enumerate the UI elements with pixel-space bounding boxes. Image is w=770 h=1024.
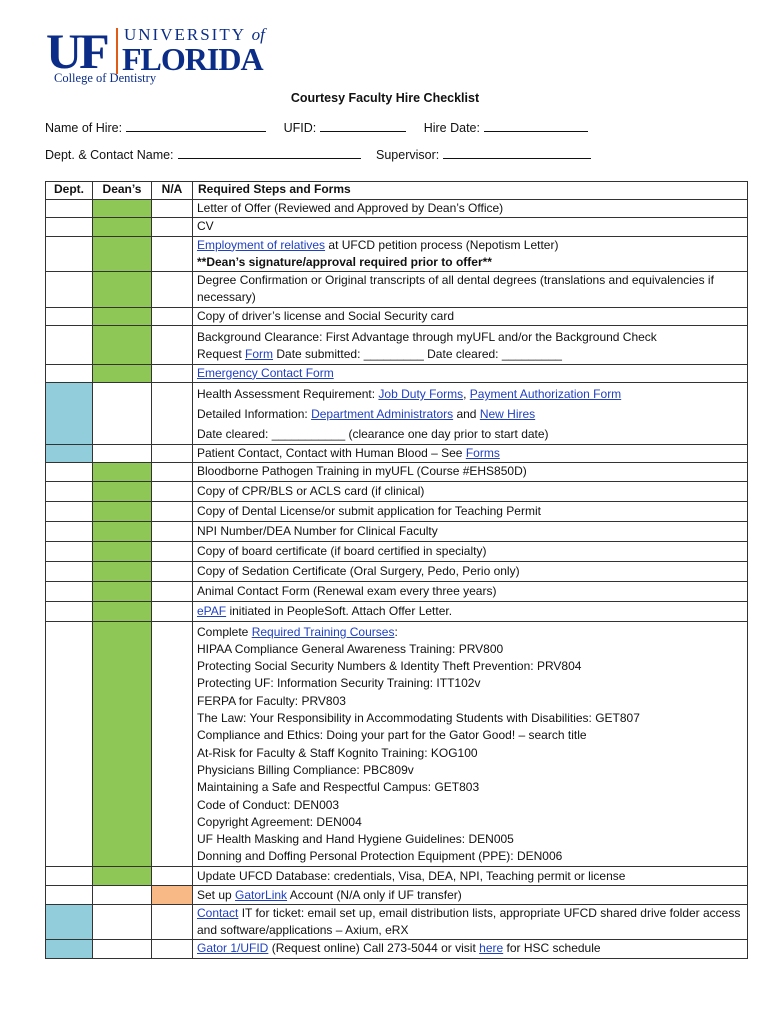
training-list [197,641,743,866]
step-text [193,621,748,866]
table-row [46,521,748,541]
department-administrators-link[interactable]: Department Administrators [311,406,454,421]
step-text: Bloodborne Pathogen Training in myUFL (Course #EHS850D) [193,463,748,481]
ufid-label: UFID: [283,121,317,135]
na-cell[interactable] [152,561,193,581]
table-row [46,481,748,501]
step-text-part: Complete [197,624,252,639]
na-cell[interactable] [152,218,193,236]
table-row [46,200,748,218]
patient-contact-forms-link[interactable]: Forms [465,445,500,460]
table-row [46,444,748,462]
deans-cell[interactable] [93,904,152,940]
dept-cell[interactable] [46,364,93,382]
step-text-part: (Request online) Call 273-5044 or visit [268,941,480,956]
step-text: Copy of Sedation Certificate (Oral Surgery, Pedo, Perio only) [193,561,748,581]
na-cell[interactable] [152,885,193,904]
na-cell[interactable] [152,501,193,521]
step-text-part: and [453,406,480,421]
na-cell[interactable] [152,866,193,885]
deans-cell[interactable] [93,444,152,462]
step-text [193,601,748,621]
dept-cell[interactable] [46,236,93,272]
name-of-hire-field[interactable] [126,119,266,132]
table-row [46,501,748,521]
training-item: At-Risk for Faculty & Staff Kognito Training: KOG100 [197,745,478,760]
supervisor-field[interactable] [443,146,591,159]
na-cell[interactable] [152,521,193,541]
table-row [46,541,748,561]
deans-cell[interactable] [93,866,152,885]
step-text [193,444,748,462]
na-cell[interactable] [152,444,193,462]
training-item: Physicians Billing Compliance: PBC809v [197,762,414,777]
training-item: Donning and Doffing Personal Protection Equipment (PPE): DEN006 [197,849,563,864]
table-row [46,601,748,621]
na-cell[interactable] [152,601,193,621]
step-text: CV [193,218,748,236]
header-deans: Dean’s [93,182,152,200]
table-row [46,621,748,866]
na-cell[interactable] [152,236,193,272]
step-text-part: , [463,386,470,401]
table-row [46,272,748,308]
supervisor-label: Supervisor: [376,148,440,162]
training-item: Copyright Agreement: DEN004 [197,814,362,829]
step-text: Copy of Dental License/or submit application for Teaching Permit [193,501,748,521]
uf-college-of-dentistry-logo [46,22,286,88]
na-cell[interactable] [152,382,193,444]
deans-cell[interactable] [93,364,152,382]
dept-cell[interactable] [46,272,93,308]
hsc-schedule-link[interactable]: here [479,941,504,956]
new-hires-link[interactable]: New Hires [479,406,536,421]
header-na: N/A [152,182,193,200]
dept-contact-label: Dept. & Contact Name: [45,148,174,162]
epaf-link[interactable]: ePAF [197,603,227,618]
deans-cell[interactable] [93,521,152,541]
table-row [46,364,748,382]
background-check-form-link[interactable]: Form [245,347,274,362]
na-cell[interactable] [152,463,193,481]
na-cell[interactable] [152,621,193,866]
step-text-part: Health Assessment Requirement: [197,386,379,401]
step-text: Copy of CPR/BLS or ACLS card (if clinical) [193,481,748,501]
dept-cell[interactable] [46,601,93,621]
step-text-part: Date cleared: ___________ (clearance one day prior to start date) [197,426,549,441]
training-item: Compliance and Ethics: Doing your part for the Gator Good! – search title [197,728,587,743]
na-cell[interactable] [152,364,193,382]
deans-cell[interactable] [93,541,152,561]
emergency-contact-form-link[interactable]: Emergency Contact Form [197,365,334,380]
deans-cell[interactable] [93,621,152,866]
step-text: Letter of Offer (Reviewed and Approved by Dean’s Office) [193,200,748,218]
page-title: Courtesy Faculty Hire Checklist [290,91,480,105]
na-cell[interactable] [152,272,193,308]
deans-cell[interactable] [93,218,152,236]
step-text [193,382,748,444]
training-item: HIPAA Compliance General Awareness Training: PRV800 [197,641,504,656]
required-training-courses-link[interactable]: Required Training Courses [251,624,395,639]
logo-divider [116,28,118,74]
deans-cell[interactable] [93,200,152,218]
deans-cell[interactable] [93,236,152,272]
step-text-part: IT for ticket: email set up, email distribution lists, appropriate UFCD shared drive folder access and software/applications – Axium, eRX [197,905,741,938]
table-row [46,236,748,272]
gatorlink-link[interactable]: GatorLink [235,887,288,902]
na-cell[interactable] [152,326,193,365]
training-item: The Law: Your Responsibility in Accommodating Students with Disabilities: GET807 [197,711,640,726]
logo-university: UNIVERSITY of [124,25,265,44]
dept-cell[interactable] [46,866,93,885]
deans-cell[interactable] [93,885,152,904]
step-text-part: Account (N/A only if UF transfer) [287,887,462,902]
table-row [46,307,748,325]
checklist-table [45,181,748,959]
deans-cell[interactable] [93,463,152,481]
step-text-part: Date submitted: _________ Date cleared: _________ [273,347,562,362]
deans-cell[interactable] [93,326,152,365]
na-cell[interactable] [152,541,193,561]
table-row [46,866,748,885]
table-row [46,326,748,365]
training-item: UF Health Masking and Hand Hygiene Guidelines: DEN005 [197,832,514,847]
table-row [46,885,748,904]
name-of-hire-label: Name of Hire: [45,121,123,135]
hire-date-field[interactable] [484,119,588,132]
hire-fields-row [45,119,588,135]
dept-cell[interactable] [46,463,93,481]
step-text-part: initiated in PeopleSoft. Attach Offer Letter. [226,603,453,618]
logo-college: College of Dentistry [54,71,157,85]
step-text-part: at UFCD petition process (Nepotism Letter) [325,237,559,252]
na-cell[interactable] [152,481,193,501]
table-row [46,382,748,444]
step-text-part: Patient Contact, Contact with Human Blood – See [197,445,466,460]
deans-cell[interactable] [93,501,152,521]
deans-signature-note: **Dean’s signature/approval required prior to offer** [197,254,492,269]
deans-cell[interactable] [93,940,152,958]
logo-uf: UF [46,23,107,79]
deans-cell[interactable] [93,382,152,444]
step-text [193,364,748,382]
dept-cell[interactable] [46,521,93,541]
table-row [46,561,748,581]
header-required: Required Steps and Forms [193,182,748,200]
dept-cell[interactable] [46,382,93,444]
step-text [193,904,748,940]
step-text: Copy of board certificate (if board certified in specialty) [193,541,748,561]
table-row [46,904,748,940]
table-row [46,581,748,601]
table-header [46,182,748,200]
table-row [46,463,748,481]
training-item: Code of Conduct: DEN003 [197,797,340,812]
dept-cell[interactable] [46,218,93,236]
gator1-ufid-link[interactable]: Gator 1/UFID [197,941,269,956]
step-text: NPI Number/DEA Number for Clinical Faculty [193,521,748,541]
payment-authorization-form-link[interactable]: Payment Authorization Form [469,386,622,401]
step-text [193,940,748,958]
dept-cell[interactable] [46,940,93,958]
job-duty-forms-link[interactable]: Job Duty Forms [378,386,464,401]
step-text: Update UFCD Database: credentials, Visa, DEA, NPI, Teaching permit or license [193,866,748,885]
table-row [46,218,748,236]
deans-cell[interactable] [93,272,152,308]
step-text: Copy of driver’s license and Social Security card [193,307,748,325]
deans-cell[interactable] [93,481,152,501]
dept-cell[interactable] [46,904,93,940]
deans-cell[interactable] [93,581,152,601]
dept-cell[interactable] [46,885,93,904]
deans-cell[interactable] [93,307,152,325]
step-text-part: Request [197,347,246,362]
step-text-part: : [394,624,398,639]
logo-florida: FLORIDA [122,41,263,77]
step-text-part: for HSC schedule [503,941,601,956]
employment-of-relatives-link[interactable]: Employment of relatives [197,237,326,252]
na-cell[interactable] [152,904,193,940]
dept-cell[interactable] [46,581,93,601]
dept-cell[interactable] [46,561,93,581]
hire-date-label: Hire Date: [423,121,480,135]
na-cell[interactable] [152,940,193,958]
table-row [46,940,748,958]
header-dept: Dept. [46,182,93,200]
step-text [193,885,748,904]
dept-cell[interactable] [46,326,93,365]
na-cell[interactable] [152,581,193,601]
training-item: Protecting UF: Information Security Training: ITT102v [197,676,481,691]
contact-it-link[interactable]: Contact [197,905,239,920]
step-text: Degree Confirmation or Original transcripts of all dental degrees (translations and equivalencies if necessary) [193,272,748,308]
dept-cell[interactable] [46,200,93,218]
dept-cell[interactable] [46,541,93,561]
deans-cell[interactable] [93,561,152,581]
step-text [193,326,748,365]
dept-contact-field[interactable] [178,146,361,159]
step-text-part: Set up [197,887,236,902]
dept-cell[interactable] [46,444,93,462]
training-item: Protecting Social Security Numbers & Identity Theft Prevention: PRV804 [197,659,582,674]
dept-cell[interactable] [46,501,93,521]
na-cell[interactable] [152,307,193,325]
step-text [193,236,748,272]
dept-cell[interactable] [46,307,93,325]
ufid-field[interactable] [320,119,406,132]
contact-fields-row [45,146,591,162]
dept-cell[interactable] [46,621,93,866]
deans-cell[interactable] [93,601,152,621]
step-text-part: Background Clearance: First Advantage through myUFL and/or the Background Check [197,330,657,345]
step-text-part: Detailed Information: [197,406,312,421]
dept-cell[interactable] [46,481,93,501]
training-item: Maintaining a Safe and Respectful Campus: GET803 [197,780,480,795]
step-text: Animal Contact Form (Renewal exam every three years) [193,581,748,601]
na-cell[interactable] [152,200,193,218]
training-item: FERPA for Faculty: PRV803 [197,693,346,708]
